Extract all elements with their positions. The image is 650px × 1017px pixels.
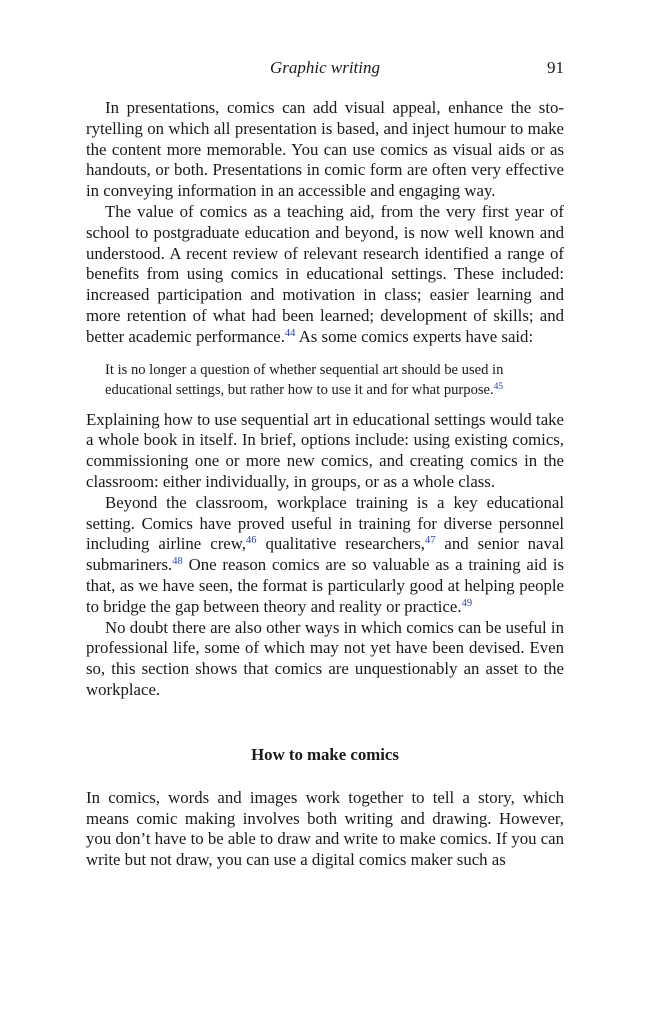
paragraph-how-to-make: In comics, words and images work together to tell a story, which means comic making involves both writing and drawing. However, you don’t have to be able to draw and write to make comics. If you can write but not draw, you can use a digital comics maker such as <box>86 787 564 870</box>
block-quote <box>105 360 563 400</box>
paragraph-sequential-art: Explaining how to use sequential art in educational settings would take a whole book in itself. In brief, options include: using existing comics, commissioning one or more new comics, and creating comics in the classroom: either individually, in groups, or as a whole class. <box>86 409 564 491</box>
block-quote-text: It is no longer a question of whether sequential art should be used in educational settings, but rather how to use it and for what purpose. <box>105 361 504 398</box>
paragraph-workplace-training <box>86 493 564 618</box>
paragraph-workplace-text-c: and senior naval submariners. <box>86 534 565 575</box>
section-heading: How to make comics <box>251 744 399 764</box>
footnote-ref-47[interactable]: 47 <box>424 535 436 547</box>
footnote-ref-45[interactable]: 45 <box>493 381 504 392</box>
paragraph-presentations: In presentations, comics can add visual appeal, enhance the storytelling on which all presentation is based, and inject humour to make the content more memorable. You can use comics as visual aids or as handouts, or both. Presentations in comic form are often very effective in conveying information in an accessible and engaging way. <box>86 98 564 201</box>
footnote-ref-49[interactable]: 49 <box>461 597 473 609</box>
running-header <box>86 56 564 80</box>
page-number: 91 <box>547 58 564 77</box>
footnote-ref-48[interactable]: 48 <box>172 556 183 568</box>
footnote-ref-46[interactable]: 46 <box>245 535 257 547</box>
running-title: Graphic writing <box>269 58 381 77</box>
footnote-ref-44[interactable]: 44 <box>284 327 296 339</box>
paragraph-professional-life: No doubt there are also other ways in which comics can be useful in professional life, some of which may not yet have been devised. Even so, this section shows that comics are unquestionably an asset to the workplace. <box>86 617 564 699</box>
paragraph-workplace-text-b: qualitative researchers, <box>256 534 425 554</box>
paragraph-teaching-aid-text: The value of comics as a teaching aid, from the very first year of school to postgraduate education and beyond, is now well known and understood. A recent review of relevant research identified a range of benefits from using comics in educational settings. These included: increased participation and motivation in class; easier learning and more retention of what had been learned; development of skills; and better academic performance. <box>86 201 564 346</box>
page-body <box>86 98 564 871</box>
paragraph-workplace-text-a: Beyond the classroom, workplace training is a key educational setting. Comics have proved useful in training for diverse personnel including airline crew, <box>86 492 564 554</box>
paragraph-teaching-aid-tail: As some comics experts have said: <box>295 326 534 346</box>
paragraph-teaching-aid <box>86 202 564 348</box>
paragraph-workplace-text-d: One reason comics are so valuable as a training aid is that, as we have seen, the format is particularly good at helping people to bridge the gap between theory and reality or practice. <box>86 555 564 616</box>
